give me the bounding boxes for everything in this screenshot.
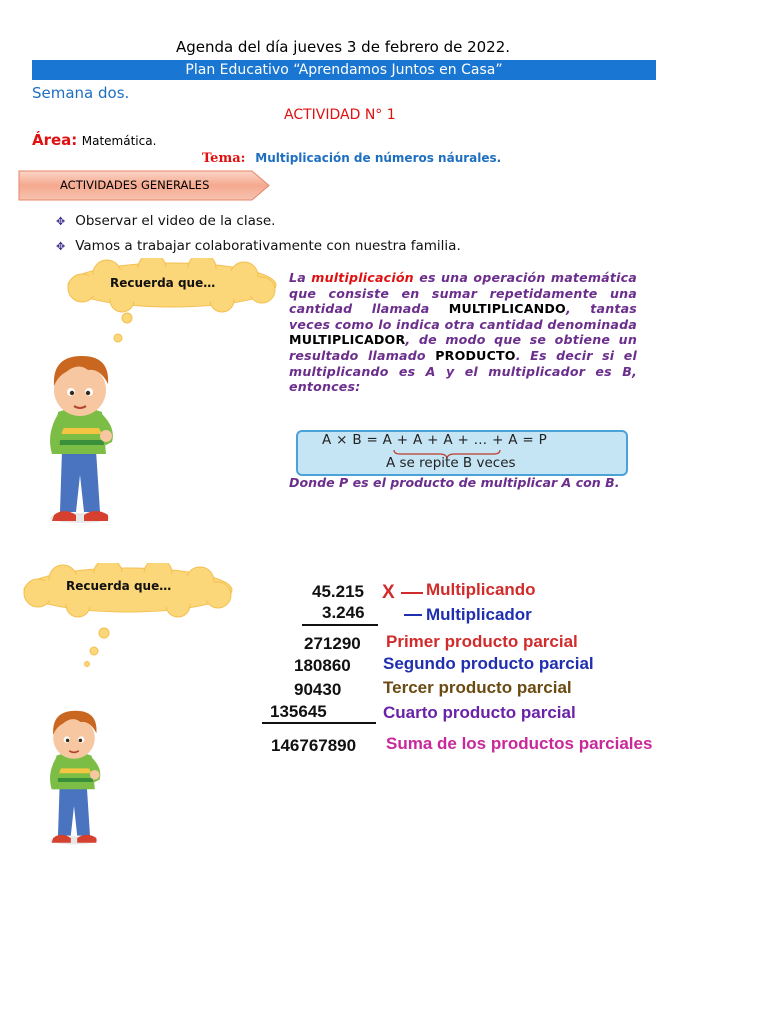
- def-part: , de modo que se obtiene un resultado llamado: [289, 332, 637, 363]
- bullet-icon: ✥: [56, 215, 66, 228]
- partial-product: 90430: [294, 680, 342, 699]
- activity-item-text: Observar el video de la clase.: [75, 213, 276, 229]
- boy-illustration: [42, 706, 106, 846]
- rule-line: [262, 722, 376, 724]
- def-part: es una operación matemática que consiste en sumar repetidamente una cantidad llamada: [289, 270, 637, 317]
- partial-product-label: Cuarto producto parcial: [383, 703, 576, 722]
- definition-conclusion: Donde P es el producto de multiplicar A con B.: [289, 475, 620, 490]
- rule-line: [302, 624, 378, 626]
- multiplicand: 45.215: [312, 582, 364, 601]
- area-line: [32, 131, 156, 149]
- def-multiplicador: MULTIPLICADOR: [289, 332, 406, 348]
- product-sum-label: Suma de los productos parciales: [386, 734, 653, 753]
- activity-item: [56, 238, 461, 254]
- formula-caption: A se repite B veces: [386, 455, 516, 471]
- definition-text: [289, 270, 637, 395]
- multiplier-label: Multiplicador: [426, 605, 532, 624]
- def-producto: PRODUCTO: [435, 347, 516, 363]
- bullet-icon: ✥: [56, 240, 66, 253]
- cloud-text: Recuerda que…: [66, 579, 172, 593]
- activity-title: ACTIVIDAD N° 1: [284, 107, 396, 123]
- def-keyword: multiplicación: [311, 270, 414, 285]
- partial-product-label: Segundo producto parcial: [383, 654, 594, 673]
- product-sum: 146767890: [271, 736, 357, 755]
- agenda-title: Agenda del día jueves 3 de febrero de 2022.: [175, 38, 511, 56]
- topic-label: Tema:: [202, 151, 246, 166]
- topic-line: [202, 151, 501, 166]
- plan-banner: Plan Educativo “Aprendamos Juntos en Casa”: [32, 60, 656, 80]
- pointer-line: [404, 614, 422, 616]
- multiplier: 3.246: [322, 603, 365, 622]
- multiplicand-label: Multiplicando: [426, 580, 536, 599]
- partial-product: 180860: [294, 656, 351, 675]
- pointer-line: [401, 592, 423, 594]
- partial-product: 135645: [270, 702, 327, 721]
- activity-item: [56, 213, 275, 229]
- partial-product-label: Tercer producto parcial: [383, 678, 572, 697]
- def-part: , tantas veces como lo indica otra cantidad denominada: [289, 301, 637, 332]
- times-sign: X: [382, 582, 395, 603]
- week-label: Semana dos.: [32, 84, 130, 102]
- formula: A × B = A + A + A + … + A = P: [322, 432, 548, 448]
- activities-title: ACTIVIDADES GENERALES: [60, 178, 210, 192]
- def-part: . Es decir si el multiplicando es A y el multiplicador es B, entonces:: [289, 347, 638, 395]
- cloud-text: Recuerda que…: [110, 276, 216, 290]
- thought-cloud: [62, 258, 282, 348]
- def-part: La: [289, 270, 306, 285]
- partial-product-label: Primer producto parcial: [386, 632, 578, 651]
- boy-illustration: [40, 350, 120, 525]
- area-label: Área:: [32, 131, 78, 149]
- def-multiplicando: MULTIPLICANDO: [448, 301, 566, 317]
- activity-item-text: Vamos a trabajar colaborativamente con nuestra familia.: [75, 238, 461, 254]
- area-value: Matemática.: [81, 134, 157, 148]
- partial-product: 271290: [304, 634, 361, 653]
- topic-value: Multiplicación de números náurales.: [255, 151, 502, 165]
